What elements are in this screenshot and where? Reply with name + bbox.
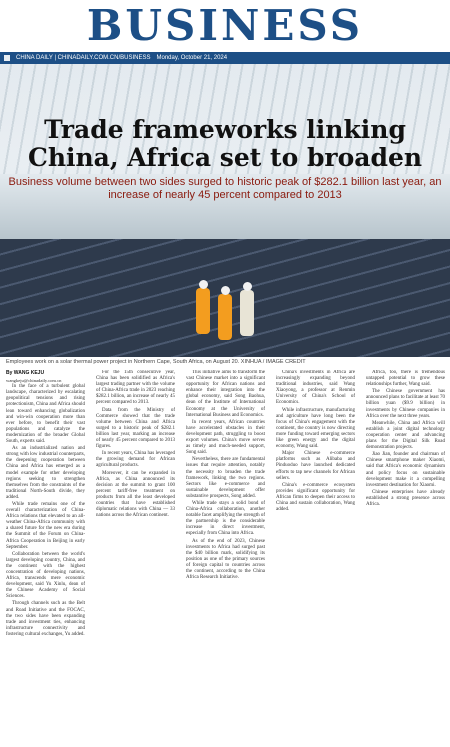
article-body xyxy=(6,370,444,742)
column-1 xyxy=(6,370,85,742)
column-text xyxy=(96,370,175,519)
paragraph: As of the end of 2023, Chinese investments to Africa had surged past the $40 billion mark, solidifying its position as one of the primary sources of foreign capital to countries across the continent, according to the China Africa Research Initiative. xyxy=(186,538,265,581)
publication-line: CHINA DAILY | CHINADAILY.COM.CN/BUSINESS xyxy=(16,55,151,61)
square-icon xyxy=(4,55,10,61)
column-3 xyxy=(186,370,265,742)
byline: By WANG KEJU xyxy=(6,370,45,376)
paragraph: In the face of a turbulent global landscape, characterized by escalating geopolitical tensions and rising protectionism, China and Africa should lean toward enhancing globalization and win-win cooperation more than ever before, to benefit their vast populations and catalyze the modernization of the broader Global South, experts said. xyxy=(6,384,85,445)
column-2 xyxy=(96,370,175,742)
deck: Business volume between two sides surged to historic peak of $282.1 billion last year, an increase of nearly 45 percent compared to 2013 xyxy=(8,176,442,201)
masthead xyxy=(0,0,450,52)
top-bar xyxy=(0,52,450,64)
paragraph: In recent years, African countries have accelerated obstacles in their development path, struggling to boost export volumes. China's move serves as timely and much-needed support, Song said. xyxy=(186,419,265,456)
photo-credit: XINHUA / IMAGE CREDIT xyxy=(240,359,306,365)
paragraph: The Chinese government has announced plans to facilitate at least 70 billion yuan ($9.9 billion) in investments by Chinese companies in Africa over the next three years. xyxy=(366,389,445,419)
paragraph: This initiative aims to transform the vast Chinese market into a significant opportunity for African nations and enhance their integration into the global economy, said Song Baohua, dean of the Institute of International Economy at the University of International Business and Economics. xyxy=(186,370,265,418)
paragraph: Africa, too, there is tremendous untapped potential to grow these relationships further, Wang said. xyxy=(366,370,445,388)
paragraph: As an industrialized nation and strong with low industrial counterparts, the deepening cooperation between China and Africa has emerged as a model example for other developing regions seeking to strengthen themselves from the constraints of the traditional North-South divide, they added. xyxy=(6,446,85,500)
photo-worker xyxy=(218,294,232,340)
paragraph: Meanwhile, China and Africa will establish a joint digital technology cooperation center and advancing plans for the Digital Silk Road demonstration projects. xyxy=(366,420,445,451)
column-text xyxy=(6,384,85,638)
column-text xyxy=(186,370,265,581)
photo-caption-row xyxy=(6,359,446,365)
paragraph: Data from the Ministry of Commerce showed that the trade volume between China and Africa surged to a historic peak of $282.1 billion last year, marking an increase of nearly 45 percent compared to 2013 figures. xyxy=(96,407,175,450)
section-title: BUSINESS xyxy=(86,1,364,50)
column-text xyxy=(366,370,445,508)
issue-date: Monday, October 21, 2024 xyxy=(156,55,228,61)
column-4 xyxy=(276,370,355,742)
paragraph: Jiao Jian, founder and chairman of Chinese smartphone maker Xiaomi, said that Africa's economic dynamism and policy focus on sustainable development make it a compelling investment destination for Xiaomi. xyxy=(366,452,445,488)
paragraph: China's investments in Africa are increasingly expanding beyond traditional industries, said Wang Xiaoyong, a professor at Renmin University of China's School of Economics. xyxy=(276,370,355,406)
paragraph: Collaboration between the world's largest developing country, China, and the continent with the highest concentration of developing nations, Africa, transcends mere economic development, said Yu Xinlu, dean of the Chinese Academy of Social Sciences. xyxy=(6,551,85,600)
paragraph: Chinese enterprises have already established a strong presence across Africa. xyxy=(366,489,445,507)
paragraph: Moreover, it can be expanded in Africa, as China announced its decision at the summit to grant 100 percent tariff-free treatment on products from all the least developed countries that have established diplomatic relations with China — 33 nations across the African continent. xyxy=(96,470,175,519)
headline-block xyxy=(0,116,450,202)
photo-worker xyxy=(240,290,254,336)
paragraph: While trade remains one of the overall characterization of China-Africa relations that elevated to an all-weather China-Africa community with a shared future for the new era during the Summit of the Forum on China-Africa Cooperation in Beijing in early September. xyxy=(6,501,85,550)
paragraph: For the 15th consecutive year, China has been solidified as Africa's largest trading partner with the volume of China-Africa trade in 2023 reaching $282.1 billion, an increase of nearly 45 percent compared to 2013. xyxy=(96,370,175,406)
column-5 xyxy=(366,370,445,742)
paragraph: While infrastructure, manufacturing and agriculture have long been the focus of China's engagement with the continent, the country is now directing more funding toward emerging sectors like green energy and the digital economy, Wang said. xyxy=(276,407,355,450)
headline: Trade frameworks linking China, Africa set to broaden xyxy=(27,115,423,172)
paragraph: Nevertheless, there are fundamental issues that require attention, notably the necessity to broaden the trade framework, linking the two regions. Sectors like e-commerce and sustainable development offer substantive prospects, Song added. xyxy=(186,457,265,499)
photo-caption: Employees work on a solar thermal power project in Northern Cape, South Africa, on August 20. xyxy=(6,359,240,365)
paragraph: China's e-commerce ecosystem provides significant opportunity for African firms to deepen their access to China and sustain collaboration, Wang added. xyxy=(276,482,355,513)
paragraph: In recent years, China has leveraged the growing demand for African agricultural products. xyxy=(96,451,175,469)
paragraph: Major Chinese e-commerce platforms such as Alibaba and Pinduoduo have launched dedicated efforts to tap new channels for African sellers. xyxy=(276,451,355,481)
column-text xyxy=(276,370,355,513)
paragraph: While trade stays a solid bond of China-Africa collaboration, another notable facet amplifying the strength of the partnership is the considerable increase in direct investment, especially from China into Africa. xyxy=(186,500,265,537)
paragraph: Through channels such as the Belt and Road Initiative and the FOCAC, the two sides have been expanding trade and investment ties, enhancing infrastructure connectivity and fostering cultural exchanges, Yu added. xyxy=(6,601,85,637)
byline-email: wangkeju@chinadaily.com.cn xyxy=(6,378,62,384)
photo-worker xyxy=(196,288,210,334)
lead-photo xyxy=(0,64,450,357)
